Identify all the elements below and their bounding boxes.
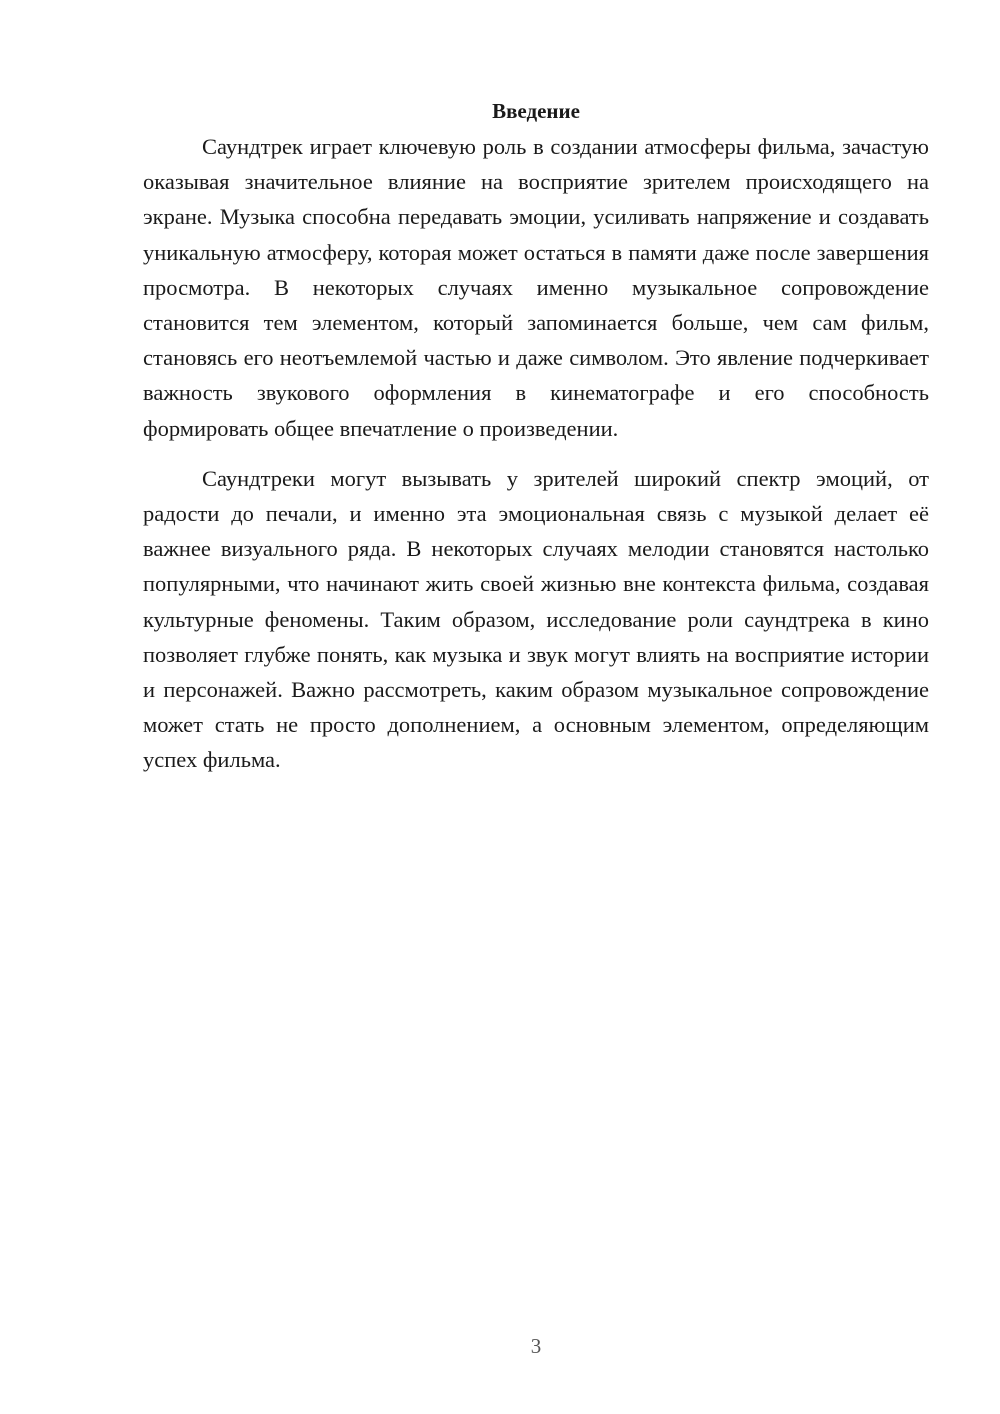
body-paragraph-2: Саундтреки могут вызывать у зрителей широкий спектр эмоций, от радости до печали, и именно эта эмоциональная связь с музыкой делает её важнее визуального ряда. В некоторых случаях мелодии становятся настолько популярными, что начинают жить своей жизнью вне контекста фильма, создавая культурные феномены. Таким образом, исследование роли саундтрека в кино позволяет глубже понять, как музыка и звук могут влиять на восприятие истории и персонажей. Важно рассмотреть, каким образом музыкальное сопровождение может стать не просто дополнением, а основным элементом, определяющим успех фильма. — [143, 465, 929, 773]
section-heading: Введение — [492, 99, 580, 123]
page-content — [143, 93, 929, 778]
page-number: 3 — [530, 1334, 542, 1358]
body-paragraph-1: Саундтрек играет ключевую роль в создании атмосферы фильма, зачастую оказывая значительное влияние на восприятие зрителем происходящего на экране. Музыка способна передавать эмоции, усиливать напряжение и создавать уникальную атмосферу, которая может остаться в памяти даже после завершения просмотра. В некоторых случаях именно музыкальное сопровождение становится тем элементом, который запоминается больше, чем сам фильм, становясь его неотъемлемой частью и даже символом. Это явление подчеркивает важность звукового оформления в кинематографе и его способность формировать общее впечатление о произведении. — [143, 134, 929, 441]
